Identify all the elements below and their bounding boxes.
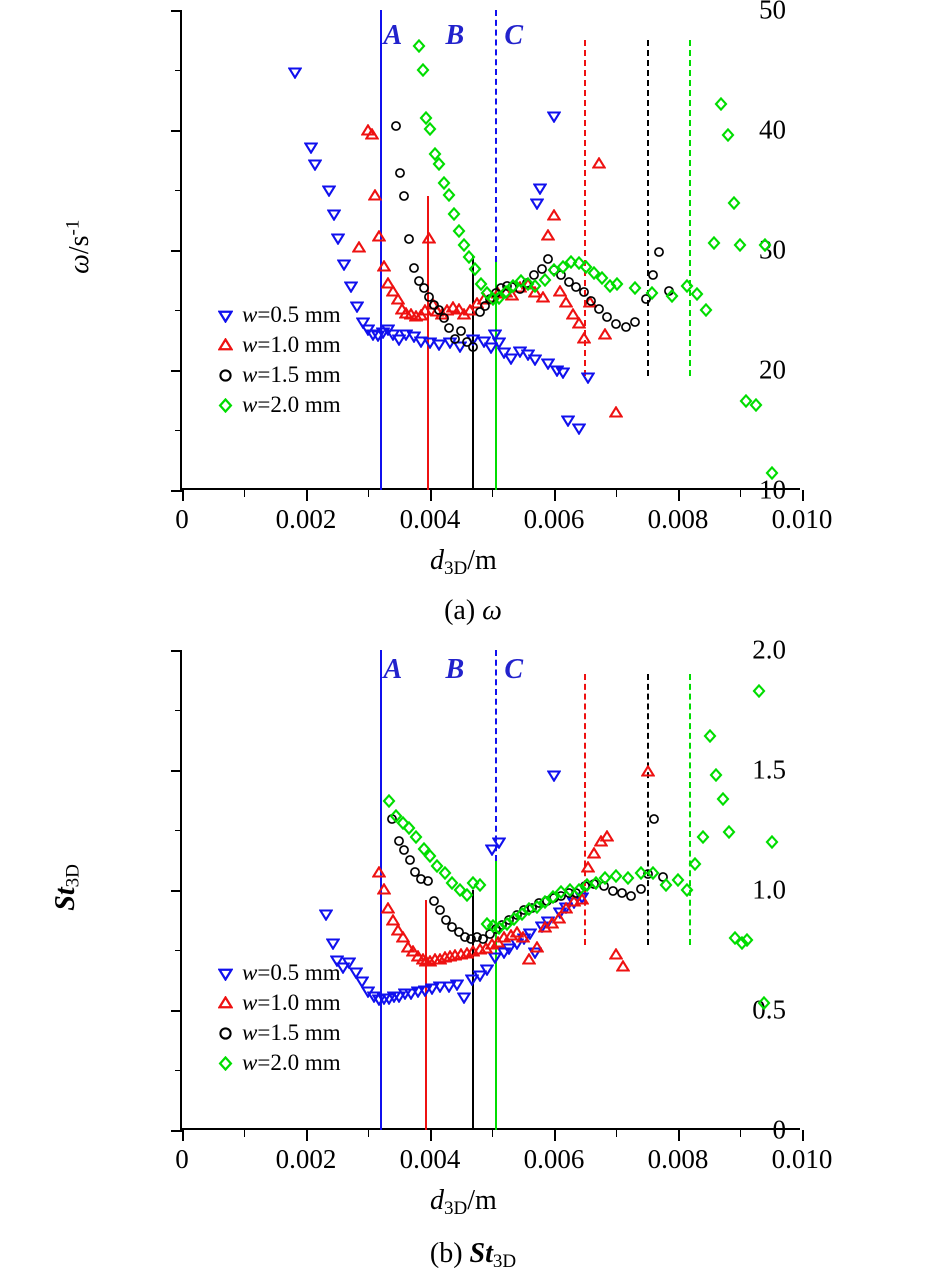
x-tick [554, 490, 556, 501]
data-point [647, 268, 659, 280]
x-tick [306, 490, 308, 501]
x-tick [182, 1130, 184, 1141]
data-point [749, 398, 763, 412]
data-point [757, 996, 771, 1010]
data-point [372, 866, 386, 880]
region-divider-line [495, 10, 497, 262]
x-tick [678, 490, 680, 501]
x-tick [554, 1130, 556, 1141]
legend-b [212, 958, 341, 1078]
data-point [398, 189, 410, 201]
data-point [707, 236, 721, 250]
data-point [404, 853, 416, 865]
data-point [422, 874, 434, 886]
data-point [581, 370, 595, 384]
y-tick [171, 250, 182, 252]
y-tick-label: 50 [759, 0, 786, 25]
x-tick-label: 0 [175, 1144, 189, 1174]
y-tick-label: 1.0 [752, 874, 786, 905]
data-point [547, 209, 561, 223]
x-tick [306, 1130, 308, 1141]
y-tick-minor [175, 310, 182, 311]
x-tick-minor [368, 490, 369, 497]
data-point [516, 931, 530, 945]
region-divider-line [689, 40, 691, 376]
caption-b: (b) $St_{3D}$ [429, 1238, 517, 1272]
data-point [598, 328, 612, 342]
data-point [699, 303, 713, 317]
data-point [680, 883, 694, 897]
y-tick-minor [175, 710, 182, 711]
x-tick [802, 490, 804, 501]
data-point [616, 960, 630, 974]
data-point [422, 232, 436, 246]
x-tick-minor [368, 1130, 369, 1137]
data-point [416, 63, 430, 77]
data-point [480, 962, 494, 976]
data-point [665, 289, 679, 303]
data-point [703, 729, 717, 743]
y-tick [171, 770, 182, 772]
y-tick [171, 130, 182, 132]
y-tick [171, 10, 182, 12]
y-tick [171, 1130, 182, 1132]
data-point [326, 936, 340, 950]
legend-a [212, 300, 341, 420]
y-tick [171, 1010, 182, 1012]
x-tick [430, 1130, 432, 1141]
data-point [467, 340, 479, 352]
data-point [577, 332, 591, 346]
data-point [609, 406, 623, 420]
legend-label: w=1.5 mm [242, 1020, 341, 1045]
data-point [645, 286, 659, 300]
data-point [533, 181, 547, 195]
data-point [331, 231, 345, 245]
data-point [600, 830, 614, 844]
data-point [288, 65, 302, 79]
data-point [352, 241, 366, 255]
x-tick [802, 1130, 804, 1141]
legend-label: w=0.5 mm [242, 960, 341, 985]
x-tick-label: 0 [175, 504, 189, 534]
data-point [758, 238, 772, 252]
data-point [688, 857, 702, 871]
y-tick-minor [175, 190, 182, 191]
region-divider-line [472, 890, 474, 1130]
data-point [653, 245, 665, 257]
plot-area-a [0, 0, 946, 534]
data-point [648, 812, 660, 824]
x-tick-minor [616, 1130, 617, 1137]
x-tick-label: 0.006 [523, 504, 585, 534]
data-point [572, 421, 586, 435]
y-tick-label: 40 [759, 114, 786, 145]
x-tick [182, 490, 184, 501]
legend-marker-icon [212, 1026, 238, 1041]
y-tick [171, 490, 182, 492]
data-point [530, 941, 544, 955]
data-point [492, 835, 506, 849]
data-point [368, 189, 382, 203]
y-tick [171, 890, 182, 892]
data-point [628, 281, 642, 295]
x-tick-label: 0.004 [399, 504, 461, 534]
plot-area-b [0, 634, 946, 1174]
x-tick-minor [740, 490, 741, 497]
y-tick-minor [175, 950, 182, 951]
legend-marker-icon [212, 966, 238, 981]
x-tick-minor [616, 490, 617, 497]
y-tick-label: 2.0 [752, 634, 786, 665]
data-point [716, 792, 730, 806]
data-point [727, 196, 741, 210]
data-point [547, 768, 561, 782]
y-axis-title-b: $St_{3D}$ [49, 864, 84, 911]
region-label: A [383, 20, 403, 51]
legend-label: w=2.0 mm [242, 1050, 341, 1075]
x-tick-label: 0.008 [647, 504, 709, 534]
x-tick [430, 490, 432, 501]
data-point [721, 128, 735, 142]
x-tick-label: 0.010 [771, 1144, 833, 1174]
y-tick-label: 10 [759, 474, 786, 505]
y-tick-label: 0 [772, 1114, 786, 1145]
x-tick-label: 0.004 [399, 1144, 461, 1174]
legend-label: w=2.0 mm [242, 392, 341, 417]
data-point [752, 684, 766, 698]
data-point [641, 765, 655, 779]
y-tick [171, 650, 182, 652]
data-point [442, 188, 456, 202]
y-tick-label: 20 [759, 354, 786, 385]
region-label: A [383, 654, 403, 685]
data-point [733, 238, 747, 252]
y-tick-minor [175, 1070, 182, 1071]
x-tick-label: 0.006 [523, 1144, 585, 1174]
x-axis-title-b: $d_{3D}/m$ [430, 1185, 497, 1219]
data-point [536, 291, 550, 305]
legend-label: w=0.5 mm [242, 302, 341, 327]
legend-marker-icon [212, 996, 238, 1011]
legend-marker-icon [212, 338, 238, 353]
data-point [765, 466, 779, 480]
legend-item [212, 1048, 341, 1078]
panel-b [0, 634, 946, 1277]
region-divider-line [647, 40, 649, 376]
legend-item [212, 300, 341, 330]
legend-marker-icon [212, 308, 238, 323]
y-tick-label: 30 [759, 234, 786, 265]
y-axis-title-a: $\omega/s^{-1}$ [62, 219, 95, 274]
legend-item [212, 330, 341, 360]
data-point [457, 990, 471, 1004]
region-label: C [504, 20, 524, 51]
x-tick-minor [244, 1130, 245, 1137]
data-point [530, 196, 544, 210]
data-point [372, 230, 386, 244]
region-divider-line [495, 861, 497, 1130]
data-point [408, 261, 420, 273]
y-tick-label: 1.5 [752, 754, 786, 785]
data-point [319, 907, 333, 921]
data-point [432, 157, 446, 171]
panel-a [0, 0, 946, 630]
data-point [587, 847, 601, 861]
data-point [714, 97, 728, 111]
data-point [382, 794, 396, 808]
region-label: B [445, 654, 465, 685]
x-tick-label: 0.008 [647, 1144, 709, 1174]
region-divider-line [425, 900, 427, 1130]
x-tick-minor [492, 490, 493, 497]
region-divider-line [380, 10, 382, 490]
legend-item [212, 390, 341, 420]
y-tick [171, 370, 182, 372]
data-point [365, 128, 379, 142]
data-point [765, 835, 779, 849]
data-point [547, 109, 561, 123]
data-point [452, 224, 466, 238]
legend-item [212, 360, 341, 390]
data-point [740, 933, 754, 947]
region-divider-line [472, 256, 474, 490]
x-tick-label: 0.010 [771, 504, 833, 534]
data-point [308, 157, 322, 171]
x-tick-minor [740, 1130, 741, 1137]
data-point [610, 277, 624, 291]
legend-label: w=1.0 mm [242, 332, 341, 357]
data-point [412, 39, 426, 53]
legend-item [212, 988, 341, 1018]
legend-marker-icon [212, 368, 238, 383]
data-point [572, 317, 586, 331]
data-point [696, 830, 710, 844]
data-point [690, 287, 704, 301]
data-point [337, 257, 351, 271]
data-point [629, 315, 641, 327]
legend-item [212, 958, 341, 988]
data-point [722, 825, 736, 839]
region-divider-line [495, 650, 497, 861]
data-point [377, 260, 391, 274]
region-label: C [504, 654, 524, 685]
data-point [473, 878, 487, 892]
legend-label: w=1.5 mm [242, 362, 341, 387]
y-tick-minor [175, 830, 182, 831]
data-point [423, 122, 437, 136]
data-point [377, 883, 391, 897]
data-point [304, 140, 318, 154]
x-tick [678, 1130, 680, 1141]
x-tick-minor [492, 1130, 493, 1137]
caption-a: (a) ω [444, 595, 502, 626]
y-tick-minor [175, 430, 182, 431]
data-point [322, 183, 336, 197]
legend-item [212, 1018, 341, 1048]
x-tick-label: 0.002 [275, 1144, 337, 1174]
data-point [635, 882, 647, 894]
data-point [403, 232, 415, 244]
data-point [350, 299, 364, 313]
legend-label: w=1.0 mm [242, 990, 341, 1015]
data-point [556, 365, 570, 379]
x-axis-title-a: $d_{3D}/m$ [430, 545, 497, 579]
data-point [447, 207, 461, 221]
x-tick-label: 0.002 [275, 504, 337, 534]
data-point [592, 157, 606, 171]
region-divider-line [647, 674, 649, 945]
data-point [468, 262, 482, 276]
data-point [327, 207, 341, 221]
data-point [344, 279, 358, 293]
legend-marker-icon [212, 398, 238, 413]
x-tick-minor [244, 490, 245, 497]
data-point [541, 229, 555, 243]
data-point [581, 861, 595, 875]
y-tick-minor [175, 70, 182, 71]
data-point [450, 977, 464, 991]
region-divider-line [689, 674, 691, 945]
y-tick-label: 0.5 [752, 994, 786, 1025]
region-label: B [445, 20, 465, 51]
data-point [390, 119, 402, 131]
data-point [709, 768, 723, 782]
legend-marker-icon [212, 1056, 238, 1071]
data-point [394, 166, 406, 178]
